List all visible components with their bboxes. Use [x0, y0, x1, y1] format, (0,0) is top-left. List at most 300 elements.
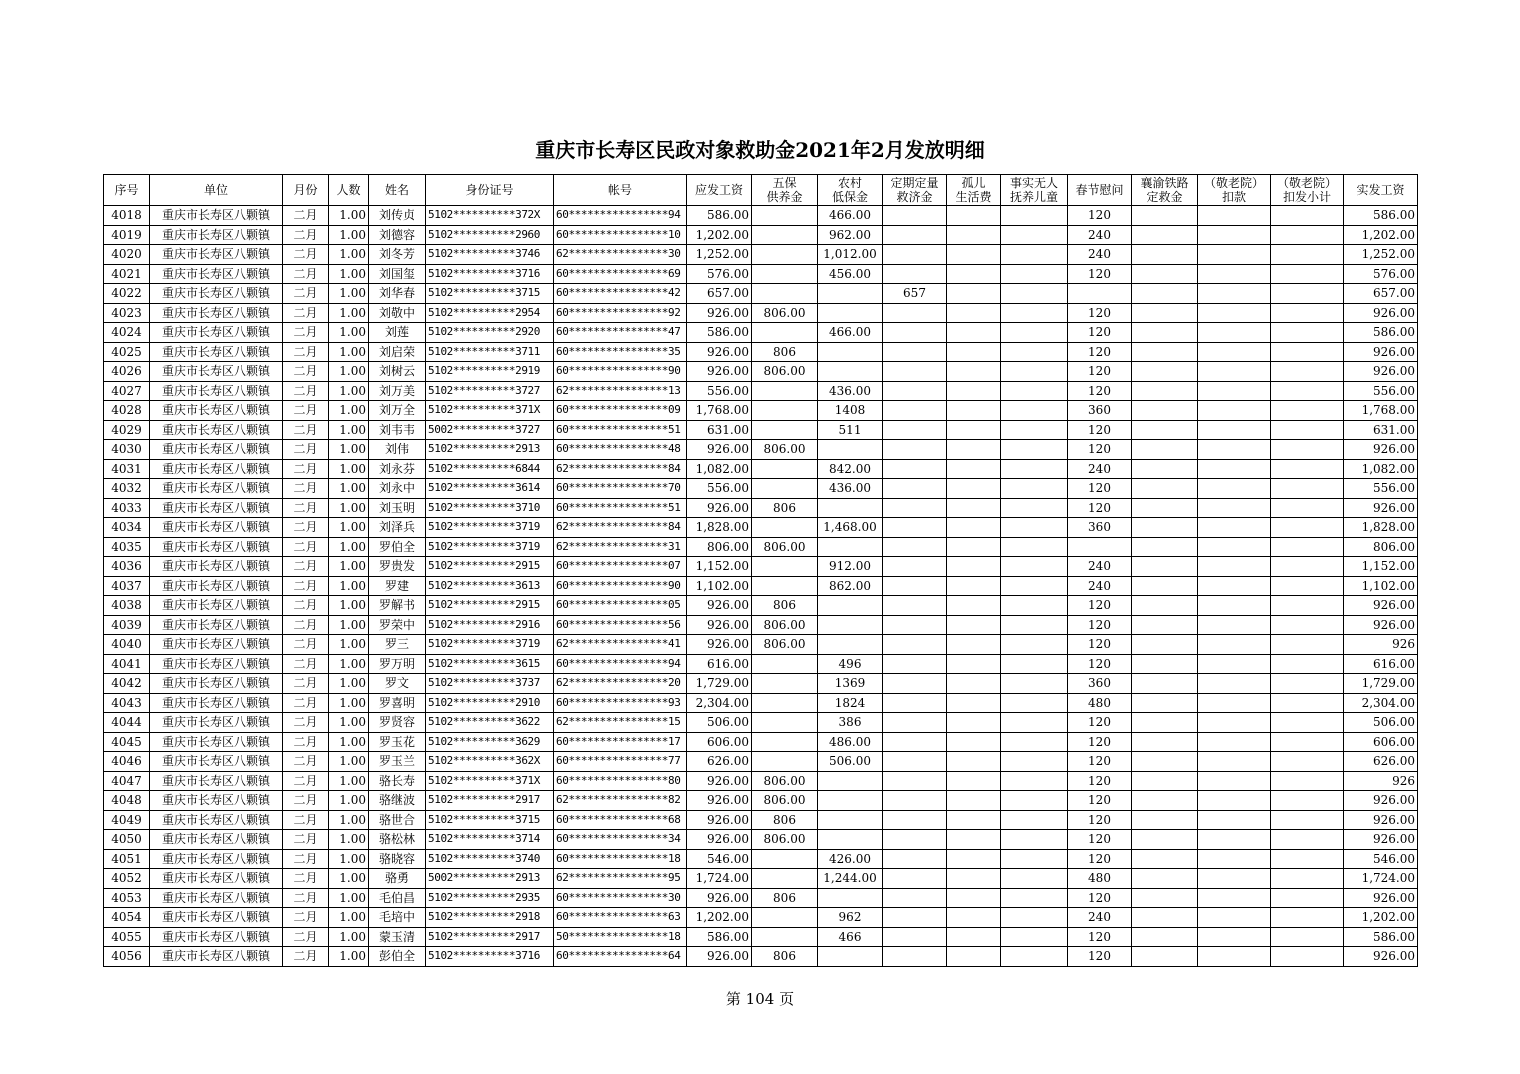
table-cell [1001, 342, 1068, 362]
table-cell: 926.00 [687, 947, 752, 967]
table-cell: 5102**********2919 [426, 362, 554, 382]
table-cell: 重庆市长寿区八颗镇 [150, 693, 283, 713]
table-cell [1001, 927, 1068, 947]
table-cell: 1.00 [329, 849, 369, 869]
table-cell: 二月 [283, 518, 329, 538]
table-cell: 4050 [104, 830, 150, 850]
table-cell: 蒙玉清 [369, 927, 426, 947]
table-cell: 436.00 [818, 479, 883, 499]
table-cell: 806.00 [1344, 537, 1418, 557]
table-cell [947, 693, 1001, 713]
table-cell: 556.00 [1344, 479, 1418, 499]
table-cell: 4040 [104, 635, 150, 655]
table-cell [947, 245, 1001, 265]
table-cell [752, 401, 818, 421]
table-cell [1001, 362, 1068, 382]
table-row [104, 771, 1418, 791]
table-cell [883, 908, 947, 928]
table-cell [752, 927, 818, 947]
table-cell: 重庆市长寿区八颗镇 [150, 420, 283, 440]
table-cell: 4046 [104, 752, 150, 772]
table-cell: 1.00 [329, 947, 369, 967]
table-cell [1132, 225, 1198, 245]
table-cell [1132, 479, 1198, 499]
table-cell: 重庆市长寿区八颗镇 [150, 401, 283, 421]
table-cell: 926 [1344, 771, 1418, 791]
table-cell: 罗贤容 [369, 713, 426, 733]
table-cell: 626.00 [1344, 752, 1418, 772]
table-cell: 5102**********2954 [426, 303, 554, 323]
table-cell [1198, 576, 1271, 596]
table-cell: 罗玉兰 [369, 752, 426, 772]
table-cell: 1.00 [329, 771, 369, 791]
table-cell [1132, 947, 1198, 967]
table-cell: 罗贵发 [369, 557, 426, 577]
table-cell [1198, 459, 1271, 479]
table-cell: 1,102.00 [1344, 576, 1418, 596]
table-cell: 616.00 [687, 654, 752, 674]
table-cell: 586.00 [687, 206, 752, 226]
table-cell: 刘树云 [369, 362, 426, 382]
table-cell [1001, 264, 1068, 284]
table-cell [1271, 245, 1344, 265]
table-cell [1198, 264, 1271, 284]
table-cell: 926.00 [1344, 342, 1418, 362]
table-cell: 62****************20 [554, 674, 687, 694]
table-cell: 5102**********2917 [426, 791, 554, 811]
table-cell: 806.00 [752, 635, 818, 655]
table-cell [1132, 264, 1198, 284]
table-cell: 576.00 [687, 264, 752, 284]
table-cell [1001, 401, 1068, 421]
table-cell: 5102**********2960 [426, 225, 554, 245]
table-cell: 1.00 [329, 557, 369, 577]
table-cell: 二月 [283, 674, 329, 694]
table-cell [1198, 303, 1271, 323]
table-cell: 5102**********3629 [426, 732, 554, 752]
table-cell: 4043 [104, 693, 150, 713]
table-row [104, 693, 1418, 713]
table-cell [1001, 323, 1068, 343]
table-cell [752, 518, 818, 538]
table-cell [1001, 381, 1068, 401]
table-cell: 刘华春 [369, 284, 426, 304]
table-cell: 5102**********3716 [426, 947, 554, 967]
table-cell: 60****************30 [554, 888, 687, 908]
table-cell [1271, 284, 1344, 304]
table-cell [947, 342, 1001, 362]
table-cell [883, 635, 947, 655]
table-cell [1001, 830, 1068, 850]
table-cell: 重庆市长寿区八颗镇 [150, 732, 283, 752]
table-cell [947, 323, 1001, 343]
table-row [104, 264, 1418, 284]
table-cell: 1,202.00 [1344, 908, 1418, 928]
table-cell [752, 206, 818, 226]
table-cell: 5102**********3727 [426, 381, 554, 401]
table-cell [1271, 225, 1344, 245]
table-cell [818, 498, 883, 518]
table-cell: 657.00 [1344, 284, 1418, 304]
table-cell [883, 927, 947, 947]
table-cell: 806.00 [752, 303, 818, 323]
table-cell: 1,252.00 [1344, 245, 1418, 265]
table-cell [1271, 264, 1344, 284]
table-row [104, 654, 1418, 674]
table-cell: 二月 [283, 498, 329, 518]
table-cell: 5102**********372X [426, 206, 554, 226]
table-row [104, 420, 1418, 440]
table-cell [818, 284, 883, 304]
table-cell: 926.00 [687, 498, 752, 518]
table-cell [1198, 440, 1271, 460]
table-cell: 4052 [104, 869, 150, 889]
table-cell [1132, 752, 1198, 772]
table-cell: 重庆市长寿区八颗镇 [150, 576, 283, 596]
table-cell [818, 791, 883, 811]
table-cell: 重庆市长寿区八颗镇 [150, 440, 283, 460]
table-cell: 4056 [104, 947, 150, 967]
table-cell: 926 [1344, 635, 1418, 655]
table-cell [1198, 420, 1271, 440]
table-cell: 120 [1068, 654, 1132, 674]
table-cell: 240 [1068, 225, 1132, 245]
table-cell [1271, 323, 1344, 343]
table-cell [752, 264, 818, 284]
table-cell: 606.00 [1344, 732, 1418, 752]
table-cell [947, 557, 1001, 577]
table-cell [1271, 596, 1344, 616]
table-cell: 62****************41 [554, 635, 687, 655]
table-cell: 二月 [283, 713, 329, 733]
table-cell: 1,082.00 [687, 459, 752, 479]
table-cell: 436.00 [818, 381, 883, 401]
table-cell [1271, 615, 1344, 635]
table-cell: 4041 [104, 654, 150, 674]
table-cell: 重庆市长寿区八颗镇 [150, 518, 283, 538]
table-cell: 60****************77 [554, 752, 687, 772]
table-cell: 二月 [283, 206, 329, 226]
table-cell [1198, 752, 1271, 772]
table-cell: 862.00 [818, 576, 883, 596]
table-cell [1001, 284, 1068, 304]
table-cell [1271, 849, 1344, 869]
table-cell: 4021 [104, 264, 150, 284]
table-cell: 926.00 [1344, 810, 1418, 830]
table-cell [947, 459, 1001, 479]
table-cell [1001, 752, 1068, 772]
table-cell: 360 [1068, 674, 1132, 694]
table-cell: 926.00 [687, 440, 752, 460]
table-cell [1132, 518, 1198, 538]
table-cell: 重庆市长寿区八颗镇 [150, 752, 283, 772]
table-cell: 1.00 [329, 420, 369, 440]
table-cell: 1.00 [329, 323, 369, 343]
table-cell [1001, 674, 1068, 694]
table-cell: 4020 [104, 245, 150, 265]
table-cell: 4032 [104, 479, 150, 499]
table-cell: 骆晓容 [369, 849, 426, 869]
table-cell [1001, 479, 1068, 499]
table-cell [818, 342, 883, 362]
table-body [104, 206, 1418, 967]
table-cell [883, 303, 947, 323]
table-row [104, 557, 1418, 577]
table-cell: 1.00 [329, 401, 369, 421]
table-cell [947, 303, 1001, 323]
table-cell: 60****************05 [554, 596, 687, 616]
table-row [104, 810, 1418, 830]
table-row [104, 440, 1418, 460]
table-cell: 1,468.00 [818, 518, 883, 538]
table-cell: 重庆市长寿区八颗镇 [150, 674, 283, 694]
table-cell: 二月 [283, 771, 329, 791]
column-header: 序号 [104, 175, 150, 206]
table-cell [1132, 362, 1198, 382]
table-cell [1271, 869, 1344, 889]
table-cell [1198, 771, 1271, 791]
table-cell [1271, 791, 1344, 811]
table-cell [1132, 908, 1198, 928]
table-cell: 926.00 [1344, 791, 1418, 811]
table-cell [752, 752, 818, 772]
table-cell: 926.00 [687, 362, 752, 382]
header-row [104, 175, 1418, 206]
table-cell: 重庆市长寿区八颗镇 [150, 849, 283, 869]
table-cell: 4034 [104, 518, 150, 538]
table-cell: 4037 [104, 576, 150, 596]
table-cell [1198, 947, 1271, 967]
column-header: 实发工资 [1344, 175, 1418, 206]
table-cell: 806 [752, 810, 818, 830]
table-cell [818, 537, 883, 557]
table-cell [1271, 752, 1344, 772]
table-cell: 刘韦韦 [369, 420, 426, 440]
table-cell [818, 440, 883, 460]
table-cell: 62****************15 [554, 713, 687, 733]
table-cell: 480 [1068, 869, 1132, 889]
table-cell: 4022 [104, 284, 150, 304]
table-cell [1198, 810, 1271, 830]
table-cell: 806 [752, 947, 818, 967]
table-header [104, 175, 1418, 206]
table-cell: 842.00 [818, 459, 883, 479]
table-cell [947, 225, 1001, 245]
table-cell: 1.00 [329, 518, 369, 538]
table-cell: 586.00 [687, 927, 752, 947]
table-cell: 重庆市长寿区八颗镇 [150, 264, 283, 284]
table-cell: 926.00 [687, 771, 752, 791]
table-cell: 62****************31 [554, 537, 687, 557]
table-cell: 重庆市长寿区八颗镇 [150, 791, 283, 811]
table-cell: 466.00 [818, 323, 883, 343]
table-row [104, 830, 1418, 850]
table-cell [1001, 557, 1068, 577]
table-cell [883, 264, 947, 284]
table-cell: 60****************90 [554, 576, 687, 596]
table-cell [883, 206, 947, 226]
table-cell [1198, 888, 1271, 908]
table-cell: 重庆市长寿区八颗镇 [150, 654, 283, 674]
table-cell [883, 888, 947, 908]
table-cell: 重庆市长寿区八颗镇 [150, 479, 283, 499]
table-cell: 926.00 [1344, 596, 1418, 616]
table-cell: 二月 [283, 303, 329, 323]
table-cell [1001, 771, 1068, 791]
table-row [104, 713, 1418, 733]
table-cell [1132, 557, 1198, 577]
table-cell: 重庆市长寿区八颗镇 [150, 713, 283, 733]
table-cell: 二月 [283, 342, 329, 362]
table-cell: 806.00 [752, 440, 818, 460]
table-cell: 62****************82 [554, 791, 687, 811]
table-cell [883, 869, 947, 889]
table-cell [1132, 693, 1198, 713]
table-cell: 重庆市长寿区八颗镇 [150, 908, 283, 928]
table-row [104, 674, 1418, 694]
table-cell: 5102**********2913 [426, 440, 554, 460]
table-row [104, 245, 1418, 265]
table-cell: 二月 [283, 225, 329, 245]
table-cell: 806.00 [752, 771, 818, 791]
table-cell: 1.00 [329, 908, 369, 928]
table-row [104, 401, 1418, 421]
table-cell: 926.00 [1344, 947, 1418, 967]
table-cell: 60****************47 [554, 323, 687, 343]
table-cell: 2,304.00 [1344, 693, 1418, 713]
table-cell [883, 420, 947, 440]
table-cell: 120 [1068, 771, 1132, 791]
table-cell [1198, 693, 1271, 713]
table-cell: 1.00 [329, 245, 369, 265]
table-cell: 重庆市长寿区八颗镇 [150, 381, 283, 401]
table-cell [1001, 576, 1068, 596]
table-cell: 60****************35 [554, 342, 687, 362]
column-header: 孤儿 生活费 [947, 175, 1001, 206]
table-cell [1271, 479, 1344, 499]
table-cell [1001, 849, 1068, 869]
table-cell: 1,729.00 [1344, 674, 1418, 694]
table-cell [1132, 323, 1198, 343]
table-cell [1198, 323, 1271, 343]
table-cell: 4027 [104, 381, 150, 401]
table-cell: 重庆市长寿区八颗镇 [150, 615, 283, 635]
table-cell: 二月 [283, 362, 329, 382]
table-cell: 60****************18 [554, 849, 687, 869]
table-row [104, 323, 1418, 343]
table-cell: 5102**********3615 [426, 654, 554, 674]
table-cell [1132, 869, 1198, 889]
table-cell [1132, 401, 1198, 421]
table-cell: 二月 [283, 752, 329, 772]
table-cell [947, 791, 1001, 811]
column-header: 襄渝铁路 定救金 [1132, 175, 1198, 206]
page-title: 重庆市长寿区民政对象救助金2021年2月发放明细 [535, 138, 985, 162]
table-cell: 1.00 [329, 791, 369, 811]
table-cell: 912.00 [818, 557, 883, 577]
table-row [104, 927, 1418, 947]
table-cell [1132, 284, 1198, 304]
table-cell [947, 849, 1001, 869]
table-cell: 罗解书 [369, 596, 426, 616]
table-cell: 5102**********3622 [426, 713, 554, 733]
table-cell [883, 654, 947, 674]
table-cell [883, 830, 947, 850]
table-cell: 二月 [283, 284, 329, 304]
table-cell: 806 [752, 596, 818, 616]
table-cell: 120 [1068, 323, 1132, 343]
table-cell: 刘敬中 [369, 303, 426, 323]
table-cell [1271, 732, 1344, 752]
table-cell [947, 908, 1001, 928]
table-cell [818, 635, 883, 655]
table-cell: 二月 [283, 537, 329, 557]
table-cell: 刘永芬 [369, 459, 426, 479]
table-cell: 1.00 [329, 381, 369, 401]
table-cell [1001, 518, 1068, 538]
table-cell: 120 [1068, 362, 1132, 382]
table-cell: 5102**********3714 [426, 830, 554, 850]
table-cell: 60****************92 [554, 303, 687, 323]
table-cell: 罗万明 [369, 654, 426, 674]
table-cell: 4053 [104, 888, 150, 908]
table-cell [1132, 830, 1198, 850]
table-cell [1271, 440, 1344, 460]
table-cell: 546.00 [1344, 849, 1418, 869]
table-cell: 1,724.00 [687, 869, 752, 889]
table-cell: 120 [1068, 927, 1132, 947]
table-cell: 556.00 [687, 381, 752, 401]
table-cell [883, 381, 947, 401]
table-cell: 刘永中 [369, 479, 426, 499]
table-cell [1198, 401, 1271, 421]
table-cell: 926.00 [687, 635, 752, 655]
table-cell: 926.00 [1344, 362, 1418, 382]
table-cell [1198, 869, 1271, 889]
table-cell: 576.00 [1344, 264, 1418, 284]
column-header: 身份证号 [426, 175, 554, 206]
table-cell: 60****************80 [554, 771, 687, 791]
table-cell [752, 225, 818, 245]
table-cell [1001, 693, 1068, 713]
table-cell [1198, 635, 1271, 655]
table-cell: 二月 [283, 420, 329, 440]
table-cell [818, 830, 883, 850]
table-cell: 二月 [283, 245, 329, 265]
table-cell [947, 635, 1001, 655]
table-cell: 556.00 [1344, 381, 1418, 401]
table-cell [947, 362, 1001, 382]
table-cell: 806.00 [752, 362, 818, 382]
table-cell: 4018 [104, 206, 150, 226]
table-cell [883, 459, 947, 479]
table-cell: 二月 [283, 830, 329, 850]
table-cell: 60****************09 [554, 401, 687, 421]
table-cell: 1.00 [329, 576, 369, 596]
table-cell: 4036 [104, 557, 150, 577]
table-cell [1001, 654, 1068, 674]
table-cell: 二月 [283, 381, 329, 401]
table-cell [947, 771, 1001, 791]
table-cell [1198, 713, 1271, 733]
table-cell [1198, 732, 1271, 752]
table-cell: 120 [1068, 791, 1132, 811]
table-cell: 二月 [283, 615, 329, 635]
table-row [104, 459, 1418, 479]
table-cell: 重庆市长寿区八颗镇 [150, 888, 283, 908]
table-cell [752, 732, 818, 752]
table-cell [752, 576, 818, 596]
